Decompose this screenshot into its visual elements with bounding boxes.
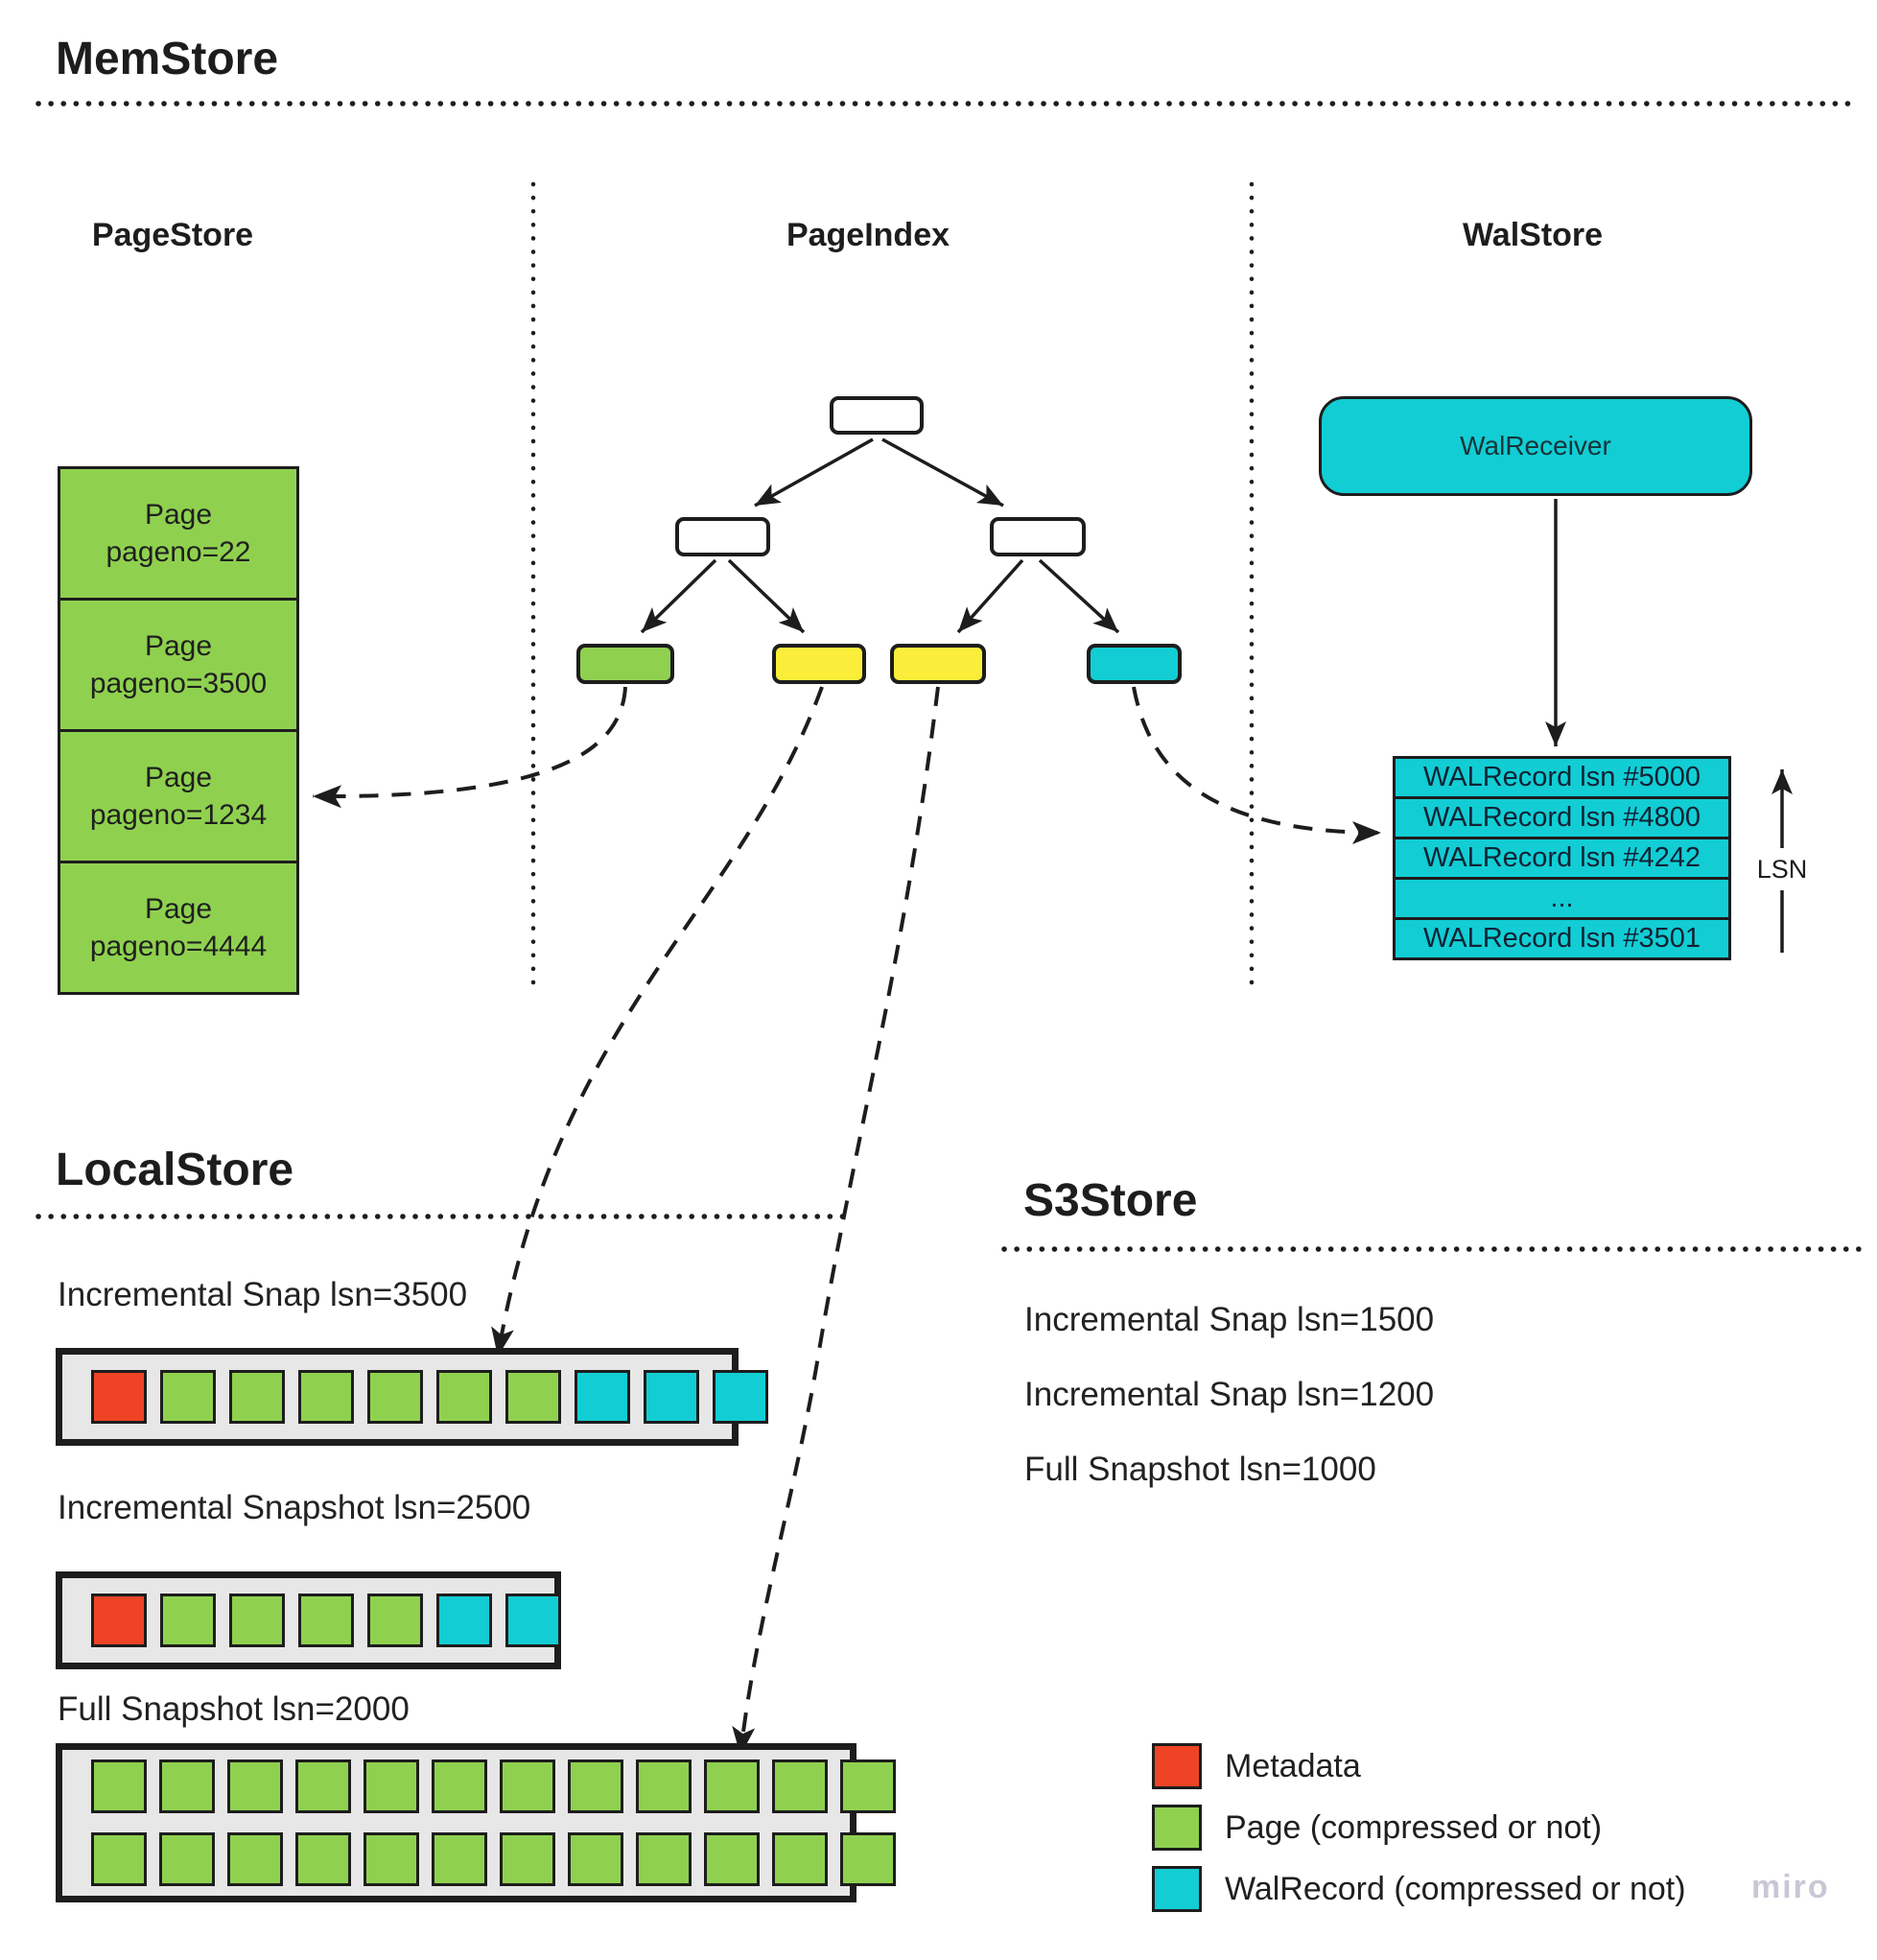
walstore-title[interactable]: WalStore bbox=[1462, 217, 1604, 253]
legend-swatch-metadata[interactable] bbox=[1152, 1743, 1202, 1789]
snapshot-cell[interactable] bbox=[432, 1759, 487, 1813]
snapshot-cell[interactable] bbox=[704, 1832, 760, 1886]
wal-record-row[interactable]: ... bbox=[1396, 877, 1728, 917]
snapshot-cell[interactable] bbox=[367, 1594, 423, 1647]
legend-label-metadata: Metadata bbox=[1225, 1747, 1361, 1784]
wal-record-row[interactable]: WALRecord lsn #5000 bbox=[1396, 759, 1728, 796]
snapshot-label-3500[interactable]: Incremental Snap lsn=3500 bbox=[58, 1276, 468, 1313]
s3-item-fullsnap-1000[interactable]: Full Snapshot lsn=1000 bbox=[1024, 1451, 1376, 1488]
snapshot-cell[interactable] bbox=[295, 1759, 351, 1813]
wal-record-row[interactable]: WALRecord lsn #4800 bbox=[1396, 796, 1728, 837]
wal-record-row[interactable]: WALRecord lsn #3501 bbox=[1396, 917, 1728, 957]
page-box-line1: Page bbox=[144, 499, 213, 531]
snapshot-cell[interactable] bbox=[91, 1832, 147, 1886]
snapshot-cell[interactable] bbox=[568, 1759, 623, 1813]
page-box[interactable] bbox=[60, 861, 296, 992]
miro-watermark: miro bbox=[1751, 1869, 1830, 1905]
legend-label-wal: WalRecord (compressed or not) bbox=[1225, 1870, 1686, 1907]
snapshot-box-2000[interactable] bbox=[56, 1743, 856, 1902]
wal-record-row[interactable]: WALRecord lsn #4242 bbox=[1396, 837, 1728, 877]
snapshot-cell[interactable] bbox=[159, 1832, 215, 1886]
tree-leaf-yellow-2[interactable] bbox=[890, 644, 986, 684]
snapshot-cell-row bbox=[62, 1370, 732, 1424]
pagestore-title[interactable]: PageStore bbox=[91, 217, 254, 253]
snapshot-cell[interactable] bbox=[704, 1759, 760, 1813]
snapshot-cell[interactable] bbox=[636, 1832, 692, 1886]
pageindex-title[interactable]: PageIndex bbox=[786, 217, 950, 253]
snapshot-box-3500[interactable] bbox=[56, 1348, 739, 1446]
snapshot-cell[interactable] bbox=[160, 1370, 216, 1424]
tree-edge-root-left bbox=[755, 439, 873, 506]
snapshot-cell[interactable] bbox=[432, 1832, 487, 1886]
snapshot-cell[interactable] bbox=[160, 1594, 216, 1647]
tree-edge-left-green bbox=[642, 560, 716, 632]
tree-leaf-yellow-1[interactable] bbox=[772, 644, 866, 684]
tree-edge-right-cyan bbox=[1040, 560, 1118, 632]
snapshot-label-2500[interactable]: Incremental Snapshot lsn=2500 bbox=[58, 1489, 531, 1526]
page-box[interactable] bbox=[60, 469, 296, 598]
snapshot-cell[interactable] bbox=[91, 1594, 147, 1647]
link-cyan-leaf-to-walstack bbox=[1134, 687, 1381, 833]
snapshot-cell[interactable] bbox=[298, 1370, 354, 1424]
snapshot-cell[interactable] bbox=[772, 1759, 828, 1813]
legend-swatch-page[interactable] bbox=[1152, 1805, 1202, 1851]
snapshot-cell[interactable] bbox=[500, 1759, 555, 1813]
s3-item-incsnap-1200[interactable]: Incremental Snap lsn=1200 bbox=[1024, 1376, 1435, 1413]
snapshot-cell[interactable] bbox=[227, 1759, 283, 1813]
snapshot-cell[interactable] bbox=[436, 1370, 492, 1424]
page-box[interactable] bbox=[60, 598, 296, 729]
page-box-line1: Page bbox=[144, 893, 213, 925]
snapshot-cell[interactable] bbox=[298, 1594, 354, 1647]
s3store-title[interactable]: S3Store bbox=[1023, 1175, 1198, 1226]
snapshot-cell[interactable] bbox=[575, 1370, 630, 1424]
tree-edge-left-yellow bbox=[729, 560, 804, 632]
tree-internal-node-left[interactable] bbox=[675, 517, 770, 556]
memstore-title[interactable]: MemStore bbox=[56, 34, 279, 84]
tree-leaf-page-green[interactable] bbox=[576, 644, 674, 684]
snapshot-cell[interactable] bbox=[644, 1370, 699, 1424]
snapshot-cell[interactable] bbox=[159, 1759, 215, 1813]
page-box[interactable] bbox=[60, 729, 296, 861]
snapshot-cell[interactable] bbox=[91, 1759, 147, 1813]
snapshot-cell[interactable] bbox=[295, 1832, 351, 1886]
wal-record-stack[interactable] bbox=[1393, 756, 1731, 960]
tree-edge-right-yellow bbox=[958, 560, 1022, 632]
snapshot-cell[interactable] bbox=[367, 1370, 423, 1424]
link-green-leaf-to-pagestore bbox=[313, 687, 625, 796]
snapshot-cell-row bbox=[62, 1594, 554, 1647]
walreceiver-box[interactable] bbox=[1319, 396, 1752, 496]
legend-swatch-wal[interactable] bbox=[1152, 1866, 1202, 1912]
tree-edge-root-right bbox=[882, 439, 1003, 506]
snapshot-cell[interactable] bbox=[91, 1370, 147, 1424]
page-box-line1: Page bbox=[144, 630, 213, 662]
snapshot-cell[interactable] bbox=[772, 1832, 828, 1886]
link-yellow-leaf-to-incsnap3500 bbox=[498, 687, 822, 1357]
link-yellow-leaf-to-fullsnap2000 bbox=[740, 687, 938, 1756]
snapshot-cell[interactable] bbox=[840, 1832, 896, 1886]
snapshot-cell[interactable] bbox=[636, 1759, 692, 1813]
snapshot-box-2500[interactable] bbox=[56, 1571, 561, 1669]
snapshot-cell[interactable] bbox=[505, 1594, 561, 1647]
page-box-line2: pageno=3500 bbox=[89, 668, 268, 699]
snapshot-cell[interactable] bbox=[500, 1832, 555, 1886]
snapshot-cell[interactable] bbox=[505, 1370, 561, 1424]
snapshot-cell[interactable] bbox=[227, 1832, 283, 1886]
snapshot-cell[interactable] bbox=[436, 1594, 492, 1647]
snapshot-cell[interactable] bbox=[713, 1370, 768, 1424]
snapshot-cell[interactable] bbox=[364, 1832, 419, 1886]
localstore-title[interactable]: LocalStore bbox=[56, 1145, 294, 1195]
page-box-line1: Page bbox=[144, 762, 213, 793]
page-box-line2: pageno=4444 bbox=[89, 931, 268, 962]
snapshot-cell[interactable] bbox=[364, 1759, 419, 1813]
snapshot-label-2000[interactable]: Full Snapshot lsn=2000 bbox=[58, 1690, 410, 1728]
walreceiver-label: WalReceiver bbox=[1460, 431, 1611, 460]
pagestore-stack[interactable] bbox=[58, 466, 299, 995]
snapshot-cell[interactable] bbox=[229, 1594, 285, 1647]
legend-label-page: Page (compressed or not) bbox=[1225, 1808, 1603, 1846]
snapshot-cell-row bbox=[62, 1759, 850, 1813]
snapshot-cell[interactable] bbox=[568, 1832, 623, 1886]
page-box-line2: pageno=22 bbox=[106, 536, 251, 568]
lsn-axis-label: LSN bbox=[1756, 855, 1808, 884]
tree-internal-node-right[interactable] bbox=[990, 517, 1086, 556]
tree-leaf-wal-cyan[interactable] bbox=[1087, 644, 1182, 684]
snapshot-cell[interactable] bbox=[229, 1370, 285, 1424]
page-box-line2: pageno=1234 bbox=[89, 799, 268, 831]
tree-root-node[interactable] bbox=[830, 396, 924, 435]
snapshot-cell[interactable] bbox=[840, 1759, 896, 1813]
snapshot-cell-row bbox=[62, 1832, 850, 1886]
s3-item-incsnap-1500[interactable]: Incremental Snap lsn=1500 bbox=[1024, 1301, 1435, 1338]
